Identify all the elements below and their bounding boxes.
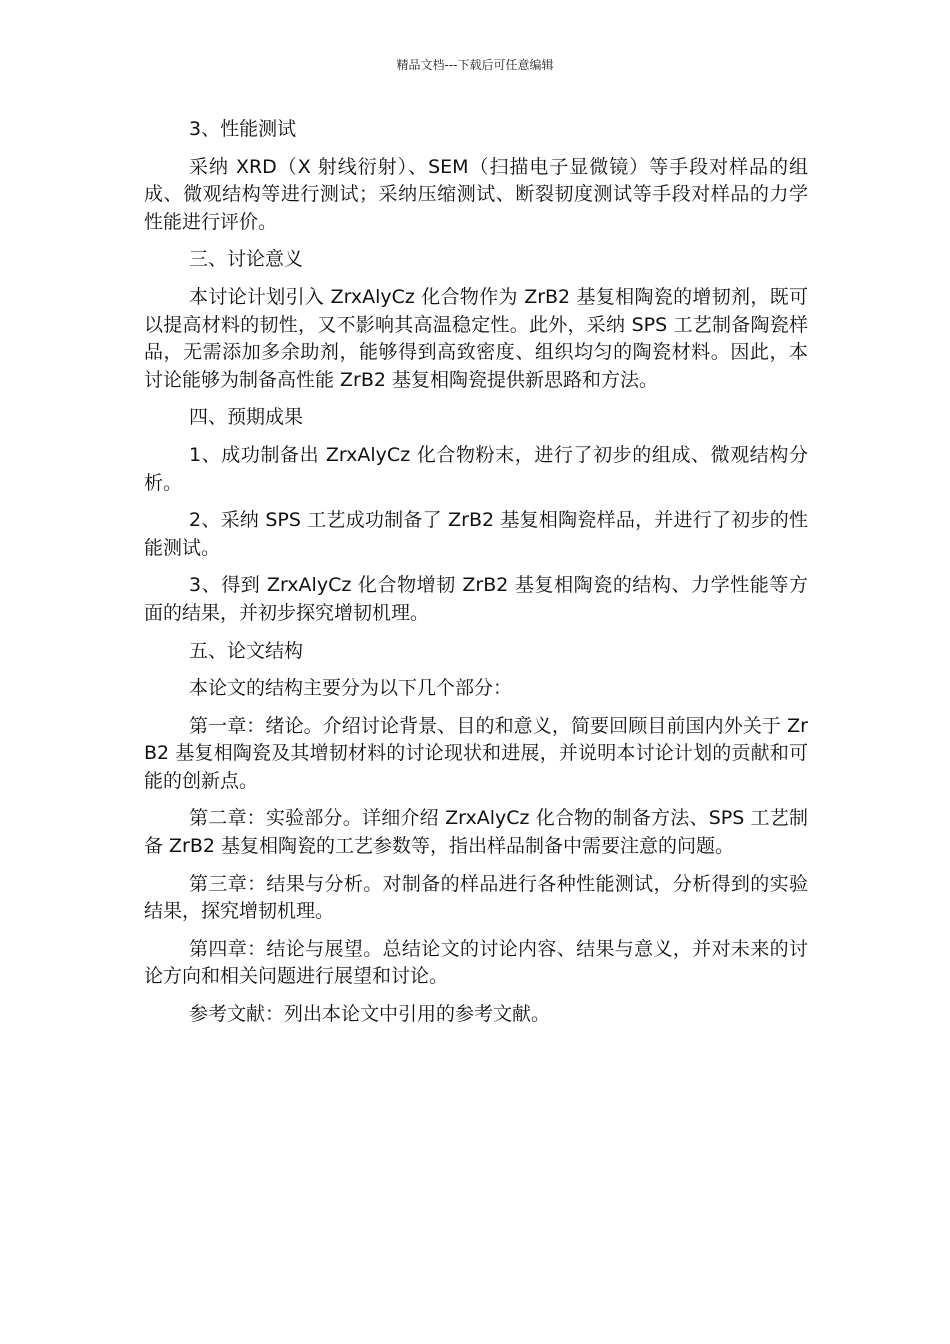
page-header: 精品文档---下载后可任意编辑 xyxy=(396,58,554,72)
section-heading-expected-results: 四、预期成果 xyxy=(189,406,304,429)
paragraph-significance: 本讨论计划引入 ZrxAlyCz 化合物作为 ZrB2 基复相陶瓷的增韧剂，既可以提高材料的韧性，又不影响其高温稳定性。此外，采纳 SPS 工艺制备陶瓷样品，无需添加多余助剂，能够得到高致密度、组织均匀的陶瓷材料。因此，本讨论能够为制备高性能 ZrB2 基复相陶瓷提供新思路和方法。 xyxy=(144,285,808,391)
paragraph-test-methods: 采纳 XRD（X 射线衍射）、SEM（扫描电子显微镜）等手段对样品的组成、微观结构等进行测试；采纳压缩测试、断裂韧度测试等手段对样品的力学性能进行评价。 xyxy=(144,155,808,233)
document-body xyxy=(144,116,808,1039)
list-item-result-3: 3、得到 ZrxAlyCz 化合物增韧 ZrB2 基复相陶瓷的结构、力学性能等方面的结果，并初步探究增韧机理。 xyxy=(144,574,808,624)
paragraph-chapter-3: 第三章：结果与分析。对制备的样品进行各种性能测试，分析得到的实验结果，探究增韧机理。 xyxy=(144,872,808,923)
paragraph-chapter-1: 第一章：绪论。介绍讨论背景、目的和意义，简要回顾目前国内外关于 ZrB2 基复相陶瓷及其增韧材料的讨论现状和进展，并说明本讨论计划的贡献和可能的创新点。 xyxy=(144,714,808,792)
paragraph-chapter-2: 第二章：实验部分。详细介绍 ZrxAlyCz 化合物的制备方法、SPS 工艺制备 ZrB2 基复相陶瓷的工艺参数等，指出样品制备中需要注意的问题。 xyxy=(144,807,808,858)
paragraph-structure-intro: 本论文的结构主要分为以下几个部分： xyxy=(189,677,513,700)
paragraph-references: 参考文献：列出本论文中引用的参考文献。 xyxy=(189,1003,551,1026)
list-item-result-2: 2、采纳 SPS 工艺成功制备了 ZrB2 基复相陶瓷样品，并进行了初步的性能测试。 xyxy=(144,509,808,559)
paragraph-chapter-4: 第四章：结论与展望。总结论文的讨论内容、结果与意义，并对未来的讨论方向和相关问题进行展望和讨论。 xyxy=(144,937,808,988)
section-heading-significance: 三、讨论意义 xyxy=(189,248,304,271)
section-heading-performance-test: 3、性能测试 xyxy=(189,118,297,140)
section-heading-thesis-structure: 五、论文结构 xyxy=(189,639,304,662)
list-item-result-1: 1、成功制备出 ZrxAlyCz 化合物粉末，进行了初步的组成、微观结构分析。 xyxy=(144,443,808,494)
